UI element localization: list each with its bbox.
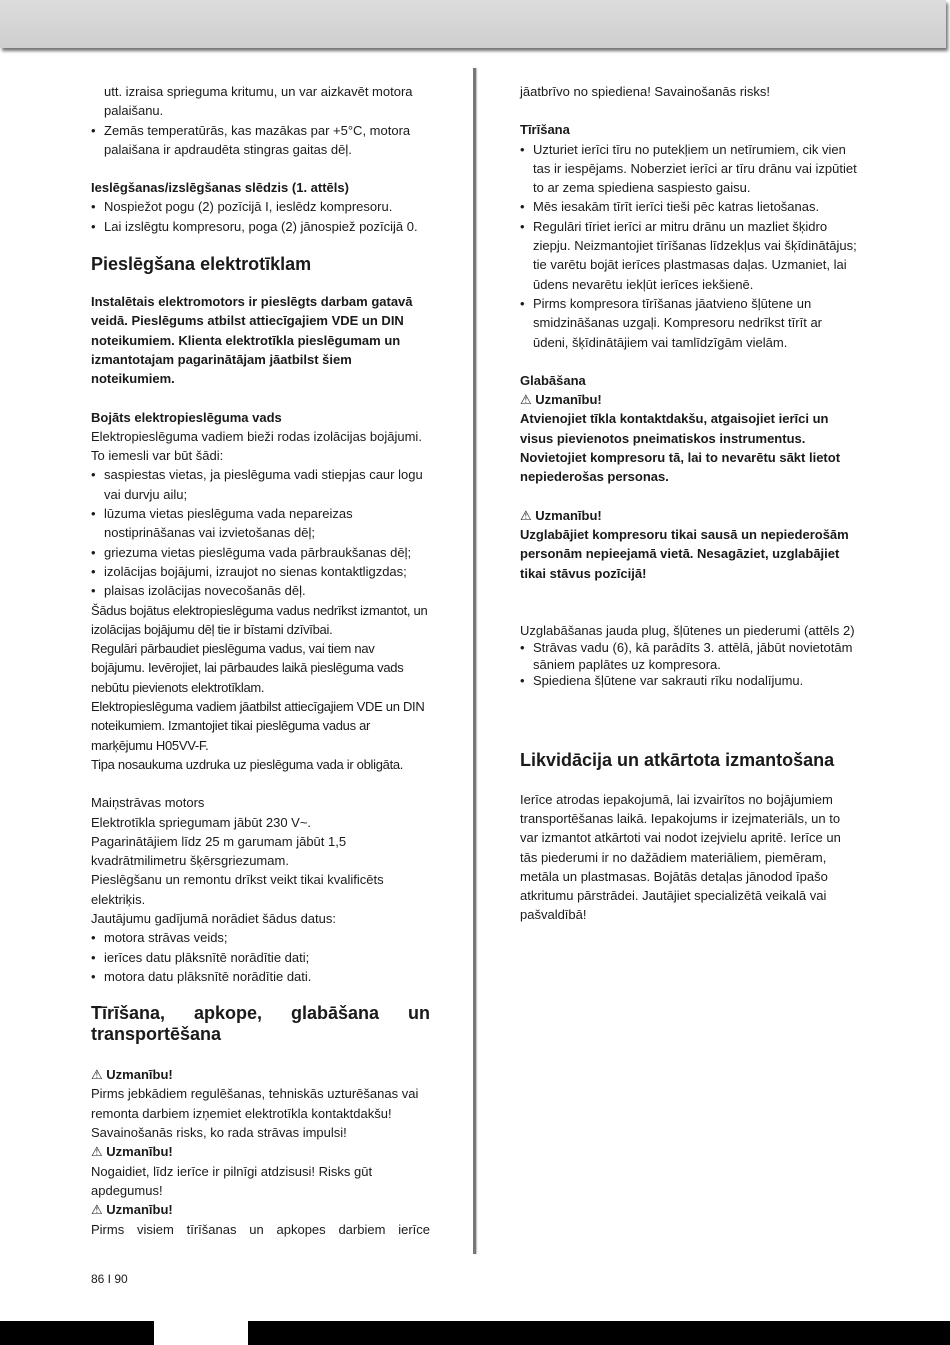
warning-triangle-icon: ⚠ bbox=[520, 392, 532, 408]
warning-label: ⚠ Uzmanību! bbox=[520, 392, 602, 408]
cleaning-maintenance-heading-line2: transportēšana bbox=[91, 1024, 222, 1045]
switch-list bbox=[91, 197, 430, 236]
list-item: • Zemās temperatūrās, kas mazākas par +5°C, motora palaišana ir apdraudēta stingras gaitas dēļ. bbox=[91, 121, 430, 160]
storage-list bbox=[520, 640, 860, 690]
ac-motor-heading: Maiņstrāvas motors bbox=[91, 795, 205, 811]
warning-triangle-icon: ⚠ bbox=[91, 1144, 103, 1160]
storage-warning-text: Atvienojiet tīkla kontaktdakšu, atgaisojiet ierīci un visus pievienotos pneimatiskos instrumentus. Novietojiet kompresoru tā, lai to nevarētu sākt lietot nepiederošas personas. bbox=[520, 411, 841, 485]
storage-heading: Glabāšana bbox=[520, 372, 586, 388]
ac-motor-paragraph: Jautājumu gadījumā norādiet šādus datus: bbox=[91, 910, 336, 926]
list-item: • Pirms kompresora tīrīšanas jāatvieno šļūtene un smidzināšanas uzgaļi. Kompresoru nedrīkst tīrīt ar ūdeni, šķīdinātājiem vai tamlīdzīgām vielām. bbox=[520, 294, 860, 352]
warning-label: ⚠ Uzmanību! bbox=[91, 1144, 173, 1160]
storage-warning-text: Uzglabājiet kompresoru tikai sausā un nepiederošām personām nepieejamā vietā. Nesagāziet, uzglabājiet tikai stāvus pozīcijā! bbox=[520, 526, 849, 581]
damaged-cable-paragraph: Regulāri pārbaudiet pieslēguma vadus, vai tiem nav bojājumu. Ievērojiet, lai pārbaudes laikā pieslēguma vads nebūtu pievienots elektrotīklam. bbox=[91, 641, 404, 695]
damaged-cable-paragraph: Elektropieslēguma vadiem jāatbilst attiecīgajiem VDE un DIN noteikumiem. Izmantojiet tikai pieslēguma vadus ar marķējumu H05VV-F. bbox=[91, 699, 425, 753]
column-divider bbox=[473, 68, 476, 1254]
damaged-cable-heading: Bojāts elektropieslēguma vads bbox=[91, 409, 282, 425]
list-item: • ierīces datu plāksnītē norādītie dati; bbox=[91, 948, 430, 967]
page-number: 86 I 90 bbox=[91, 1272, 128, 1286]
warning-label: ⚠ Uzmanību! bbox=[520, 507, 602, 523]
footer-bar-right bbox=[248, 1321, 950, 1345]
storage-paragraph: Uzglabāšanas jauda plug, šļūtenes un piederumi (attēls 2) bbox=[520, 622, 855, 638]
warning-label: ⚠ Uzmanību! bbox=[91, 1067, 173, 1083]
cleaning-heading: Tīrīšana bbox=[520, 122, 570, 138]
list-item: • Strāvas vadu (6), kā parādīts 3. attēlā, jābūt novietotām sāniem paplātes uz kompresora. bbox=[520, 640, 860, 673]
cleaning-maintenance-heading-line1: Tīrīšana, apkope, glabāšana un bbox=[91, 1003, 430, 1024]
continued-text: utt. izraisa sprieguma kritumu, un var aizkavēt motora palaišanu. bbox=[104, 84, 413, 119]
list-item: • Uzturiet ierīci tīru no putekļiem un netīrumiem, cik vien tas ir iespējams. Noberziet ierīci ar tīru drānu vai izpūtiet to ar zema spiediena saspiesto gaisu. bbox=[520, 140, 860, 198]
switch-heading: Ieslēgšanas/izslēgšanas slēdzis (1. attēls) bbox=[91, 180, 349, 196]
electrical-connection-heading: Pieslēgšana elektrotīklam bbox=[91, 254, 312, 275]
continued-text: jāatbrīvo no spiediena! Savainošanās risks! bbox=[520, 84, 771, 99]
warning-label: ⚠ Uzmanību! bbox=[91, 1202, 173, 1218]
damaged-cable-intro: Elektropieslēguma vadiem bieži rodas izolācijas bojājumi. bbox=[91, 428, 422, 444]
list-item: • lūzuma vietas pieslēguma vada nepareizas nostiprināšanas vai izvietošanas dēļ; bbox=[91, 504, 430, 543]
disposal-heading: Likvidācija un atkārtota izmantošana bbox=[520, 749, 835, 770]
warning-triangle-icon: ⚠ bbox=[91, 1202, 103, 1218]
warning-text: Pirms visiem tīrīšanas un apkopes darbiem ierīce bbox=[91, 1221, 430, 1237]
right-column bbox=[520, 82, 860, 925]
damaged-cable-paragraph: Šādus bojātus elektropieslēguma vadus nedrīkst izmantot, un izolācijas bojājumu dēļ tie ir bīstami dzīvībai. bbox=[91, 602, 428, 637]
ac-motor-paragraph: Pieslēgšanu un remontu drīkst veikt tikai kvalificēts elektriķis. bbox=[91, 872, 384, 907]
list-item: • saspiestas vietas, ja pieslēguma vadi stiepjas caur logu vai durvju ailu; bbox=[91, 465, 430, 504]
electrical-connection-note: Instalētais elektromotors ir pieslēgts darbam gatavā veidā. Pieslēgums atbilst attiecīgajiem VDE un DIN noteikumiem. Klienta elektrotīkla pieslēgumam un izmantotajam pagarinātājam jāatbilst šiem noteikumiem. bbox=[91, 294, 413, 387]
left-column bbox=[91, 82, 430, 1239]
list-item: • motora datu plāksnītē norādītie dati. bbox=[91, 967, 430, 986]
warning-text: Nogaidiet, līdz ierīce ir pilnīgi atdzisusi! Risks gūt apdegumus! bbox=[91, 1163, 373, 1198]
ac-motor-data-list bbox=[91, 928, 430, 986]
cold-start-list bbox=[91, 121, 430, 160]
top-header-bar bbox=[0, 0, 946, 48]
list-item: • griezuma vietas pieslēguma vada pārbraukšanas dēļ; bbox=[91, 543, 430, 562]
list-item: • Nospiežot pogu (2) pozīcijā I, ieslēdz kompresoru. bbox=[91, 197, 430, 216]
warning-text: Pirms jebkādiem regulēšanas, tehniskās uzturēšanas vai remonta darbiem izņemiet elektrotīkla kontaktdakšu! Savainošanās risks, ko rada strāvas impulsi! bbox=[91, 1086, 419, 1141]
list-item: • Regulāri tīriet ierīci ar mitru drānu un mazliet šķidro ziepju. Neizmantojiet tīrīšanas līdzekļus vai šķīdinātājus; tie varētu bojāt ierīces plastmasas daļas. Uzmaniet, lai ūdens nevarētu iekļūt ierīces iekšienē. bbox=[520, 217, 860, 294]
disposal-text: Ierīce atrodas iepakojumā, lai izvairītos no bojājumiem transportēšanas laikā. Iepakojums ir izejmateriāls, un to var izmantot atkārtoti vai nodot izejvielu apritē. Ierīce un tās piederumi ir no dažādiem materiāliem, piemēram, metāla un plastmasas. Bojātās detaļas jānodod īpašo atkritumu pārstrādei. Jautājiet specializētā veikalā vai pašvaldībā! bbox=[520, 791, 841, 923]
list-item: • izolācijas bojājumi, izraujot no sienas kontaktligzdas; bbox=[91, 562, 430, 581]
list-item: • motora strāvas veids; bbox=[91, 928, 430, 947]
damaged-cable-reasons-list bbox=[91, 465, 430, 600]
list-item: • Lai izslēgtu kompresoru, poga (2) jānospiež pozīcijā 0. bbox=[91, 217, 430, 236]
ac-motor-paragraph: Elektrotīkla spriegumam jābūt 230 V~. bbox=[91, 814, 312, 830]
footer-bar-left bbox=[0, 1321, 154, 1345]
list-item: • Mēs iesakām tīrīt ierīci tieši pēc katras lietošanas. bbox=[520, 197, 860, 216]
cleaning-list bbox=[520, 140, 860, 352]
damaged-cable-paragraph: Tipa nosaukuma uzdruka uz pieslēguma vada ir obligāta. bbox=[91, 756, 404, 772]
warning-triangle-icon: ⚠ bbox=[91, 1067, 103, 1083]
list-item: • Spiediena šļūtene var sakrauti rīku nodalījumu. bbox=[520, 673, 860, 690]
warning-triangle-icon: ⚠ bbox=[520, 507, 532, 523]
damaged-cable-reasons-intro: To iemesli var būt šādi: bbox=[91, 448, 224, 464]
list-item: • plaisas izolācijas novecošanās dēļ. bbox=[91, 581, 430, 600]
ac-motor-paragraph: Pagarinātājiem līdz 25 m garumam jābūt 1,5 kvadrātmilimetru šķērsgriezumam. bbox=[91, 833, 347, 869]
